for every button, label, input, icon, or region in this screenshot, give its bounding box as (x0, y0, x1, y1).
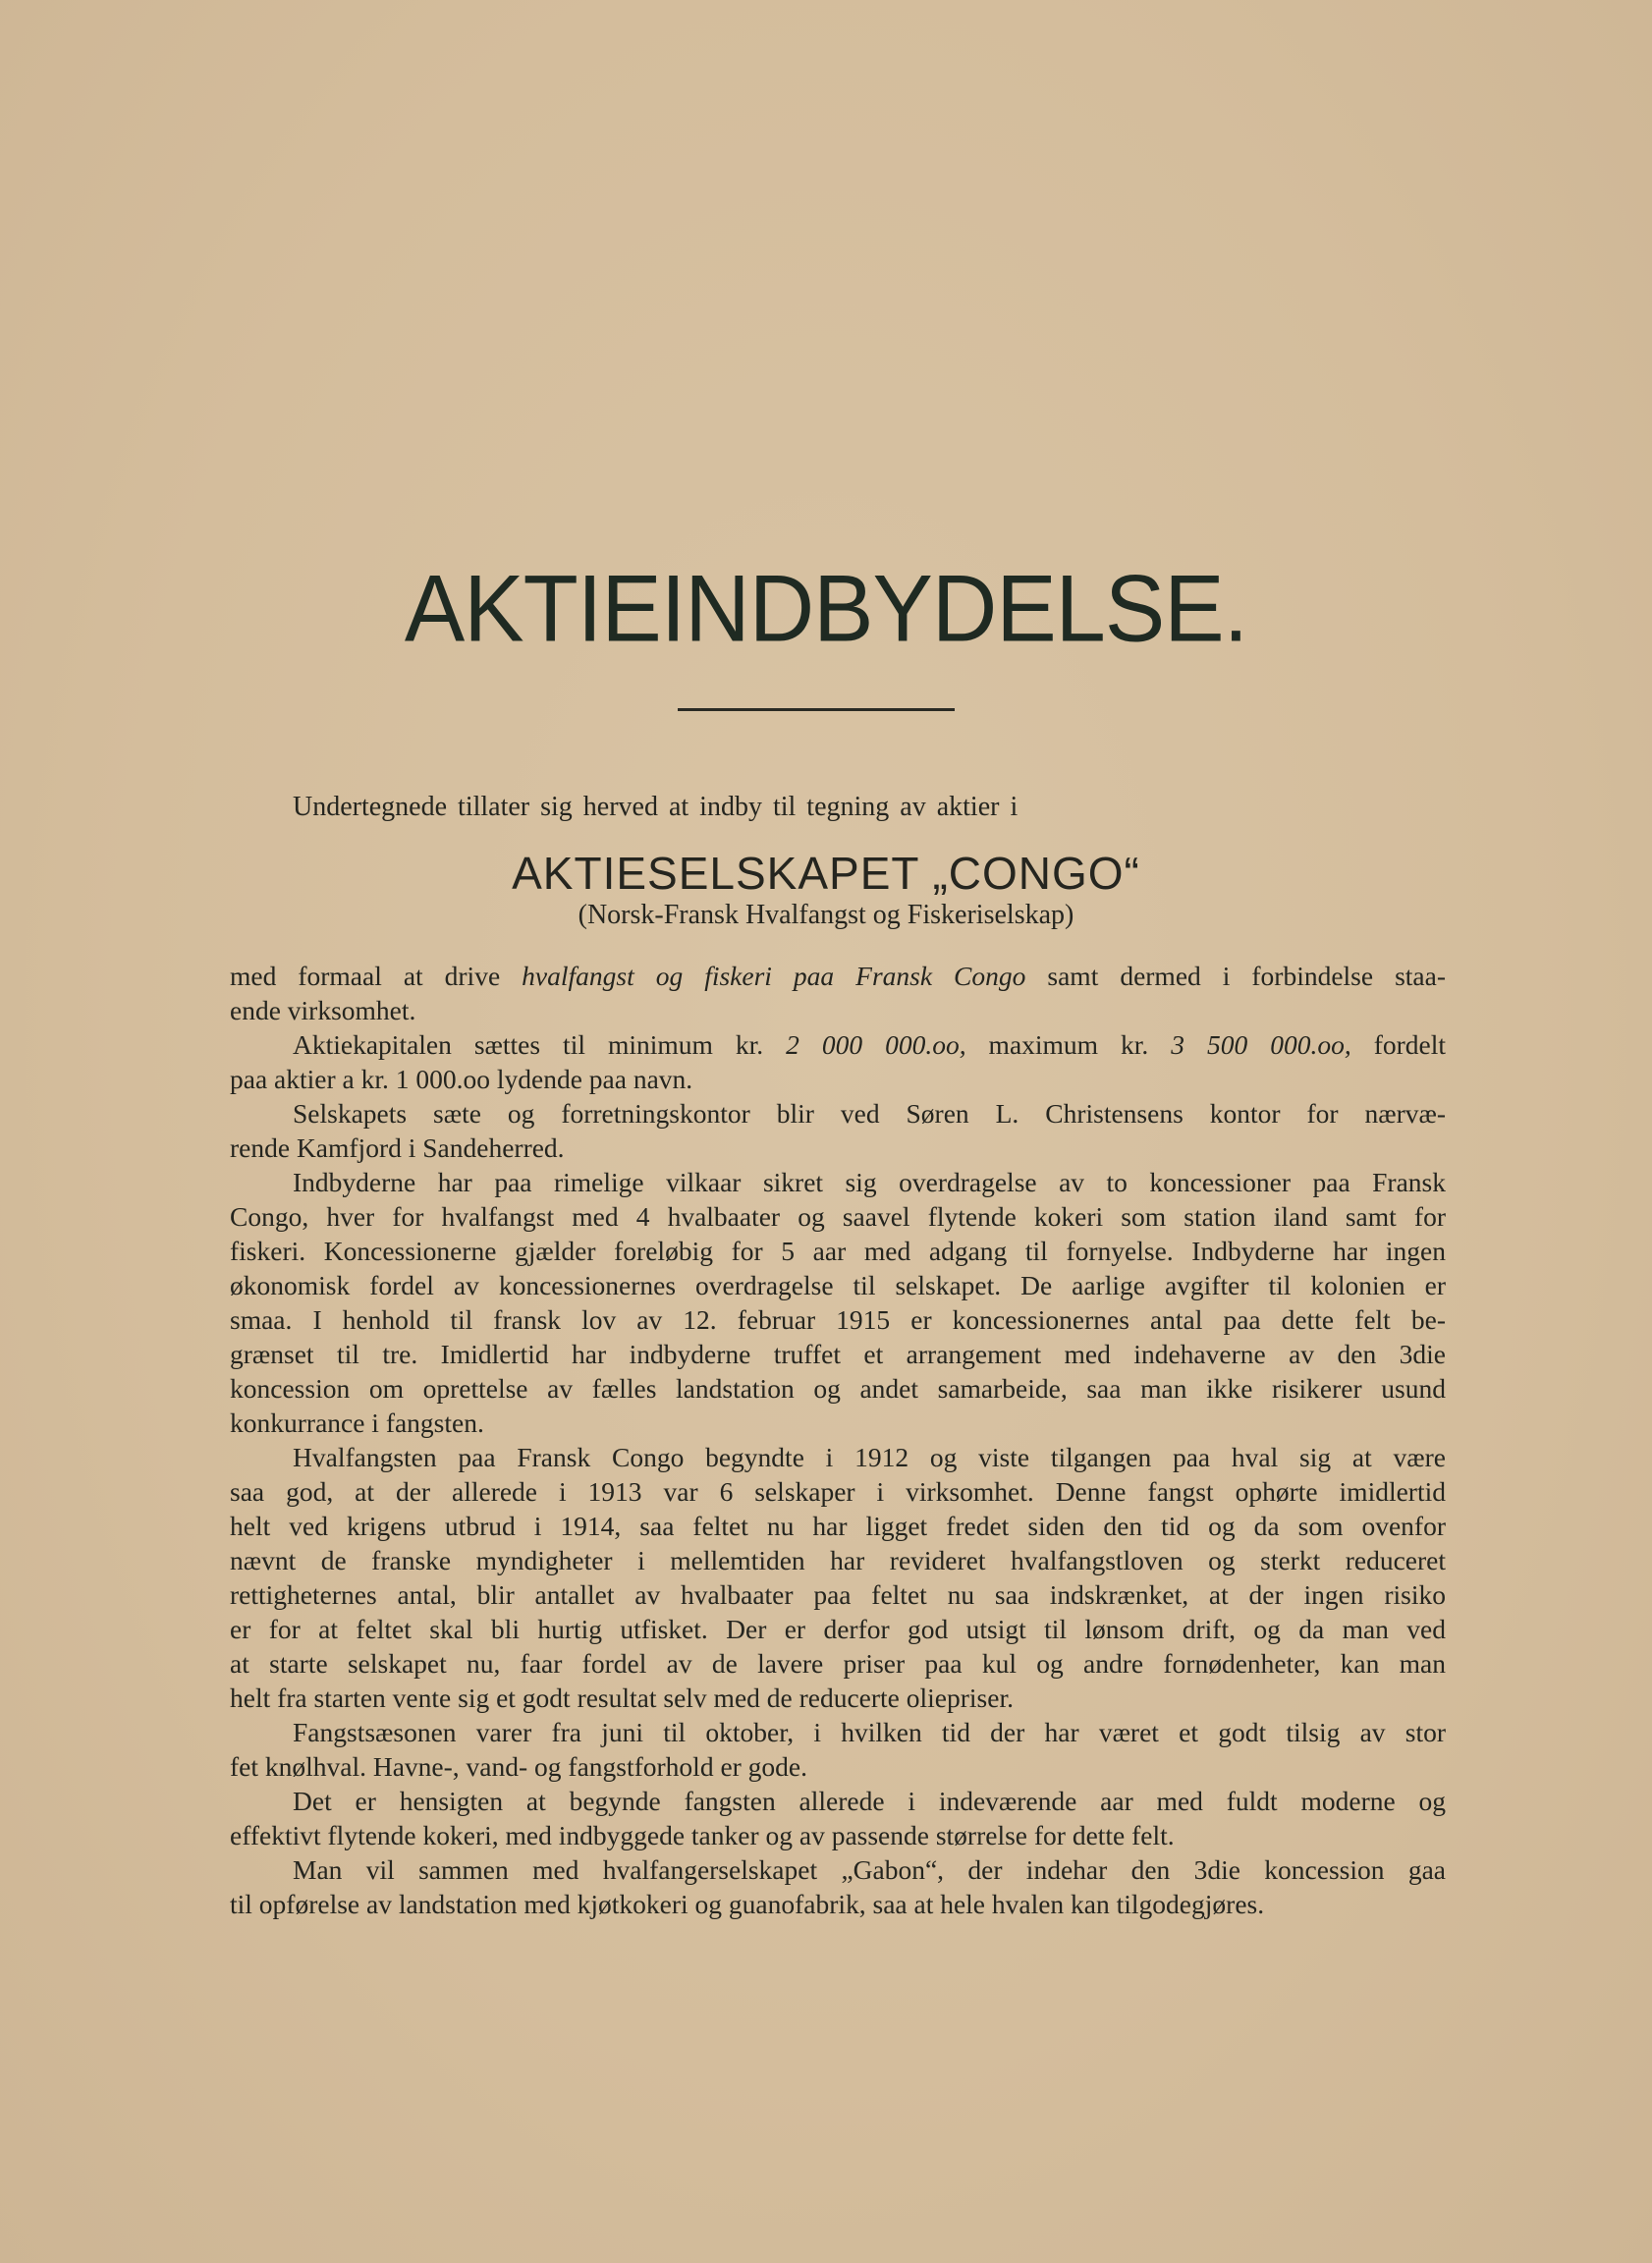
text-line (230, 1131, 1446, 1165)
text-segment: er for at feltet skal bli hurtig utfisket. Der er derfor god utsigt til lønsom drift, og da man ved (230, 1614, 1446, 1644)
text-segment: konkurrance i fangsten. (230, 1407, 484, 1438)
text-line (230, 1474, 1446, 1509)
text-segment: Man vil sammen med hvalfangerselskapet „Gabon“, der indehar den 3die koncession gaa (293, 1854, 1446, 1885)
text-segment: rende Kamfjord i Sandeherred. (230, 1132, 565, 1163)
text-line (230, 1887, 1446, 1921)
body-text (230, 959, 1446, 1921)
text-line (230, 1027, 1446, 1062)
text-segment: Fangstsæsonen varer fra juni til oktober, i hvilken tid der har været et godt tilsig av stor (293, 1717, 1446, 1747)
text-segment: til opførelse av landstation med kjøtkokeri og guanofabrik, saa at hele hvalen kan tilgodegjøres. (230, 1889, 1265, 1919)
text-line (230, 1096, 1446, 1131)
text-line (230, 1199, 1446, 1234)
text-segment: maximum kr. (965, 1029, 1172, 1060)
text-line (230, 1646, 1446, 1681)
text-segment: koncession om oprettelse av fælles landstation og andet samarbeide, saa man ikke risikerer usund (230, 1373, 1446, 1404)
text-line (230, 1165, 1446, 1199)
italic-text: hvalfangst og fiskeri paa Fransk Congo (522, 961, 1026, 991)
document-title: AKTIEINDBYDELSE. (404, 556, 1248, 662)
paragraph (230, 1784, 1446, 1852)
text-line (230, 1852, 1446, 1887)
text-segment: smaa. I henhold til fransk lov av 12. februar 1915 er koncessionernes antal paa dette felt be- (230, 1304, 1446, 1335)
text-line (230, 993, 1446, 1027)
company-name: AKTIESELSKAPET „CONGO“ (512, 848, 1140, 899)
text-line (230, 1268, 1446, 1302)
title-divider (678, 708, 955, 711)
text-segment: at starte selskapet nu, faar fordel av de lavere priser paa kul og andre fornødenheter, kan man (230, 1648, 1446, 1679)
text-segment: samt dermed i forbindelse staa- (1025, 961, 1446, 991)
text-line (230, 1440, 1446, 1474)
italic-text: 2 000 000.oo, (786, 1029, 966, 1060)
text-segment: med formaal at drive (230, 961, 523, 991)
paragraph (230, 1027, 1446, 1096)
text-line (230, 1784, 1446, 1818)
text-segment: Aktiekapitalen sættes til minimum kr. (293, 1029, 787, 1060)
company-subtitle: (Norsk-Fransk Hvalfangst og Fiskeriselskap) (578, 900, 1074, 930)
text-segment: effektivt flytende kokeri, med indbyggede tanker og av passende størrelse for dette felt. (230, 1820, 1175, 1850)
text-segment: fordelt (1350, 1029, 1447, 1060)
text-line (230, 959, 1446, 993)
text-line (230, 1681, 1446, 1715)
text-segment: fiskeri. Koncessionerne gjælder foreløbig for 5 aar med adgang til fornyelse. Indbyderne har ingen (230, 1236, 1446, 1266)
paragraph (230, 1852, 1446, 1921)
text-segment: fet knølhval. Havne-, vand- og fangstforhold er gode. (230, 1751, 808, 1782)
text-segment: saa god, at der allerede i 1913 var 6 selskaper i virksomhet. Denne fangst ophørte imidlertid (230, 1476, 1446, 1507)
paragraph (230, 959, 1446, 1027)
text-segment: Indbyderne har paa rimelige vilkaar sikret sig overdragelse av to koncessioner paa Fransk (293, 1167, 1446, 1197)
text-line (230, 1234, 1446, 1268)
text-line (230, 1715, 1446, 1749)
text-line (230, 1577, 1446, 1612)
paragraph (230, 1096, 1446, 1165)
text-segment: Hvalfangsten paa Fransk Congo begyndte i 1912 og viste tilgangen paa hval sig at være (293, 1442, 1446, 1472)
text-segment: Det er hensigten at begynde fangsten allerede i indeværende aar med fuldt moderne og (293, 1786, 1446, 1816)
text-line (230, 1818, 1446, 1852)
text-segment: grænset til tre. Imidlertid har indbyderne truffet et arrangement med indehaverne av den 3die (230, 1339, 1446, 1369)
text-segment: rettigheternes antal, blir antallet av hvalbaater paa feltet nu saa indskrænket, at der ingen risiko (230, 1579, 1446, 1610)
text-line (230, 1543, 1446, 1577)
italic-text: 3 500 000.oo, (1171, 1029, 1351, 1060)
text-line (230, 1062, 1446, 1096)
text-segment: ende virksomhet. (230, 995, 416, 1025)
text-line (230, 1612, 1446, 1646)
text-segment: helt ved krigens utbrud i 1914, saa feltet nu har ligget fredet siden den tid og da som ovenfor (230, 1511, 1446, 1541)
paragraph (230, 1715, 1446, 1784)
text-line (230, 1337, 1446, 1371)
text-line (230, 1749, 1446, 1784)
text-line (230, 1406, 1446, 1440)
text-segment: økonomisk fordel av koncessionernes overdragelse til selskapet. De aarlige avgifter til kolonien er (230, 1270, 1446, 1300)
paragraph (230, 1440, 1446, 1715)
text-segment: nævnt de franske myndigheter i mellemtiden har revideret hvalfangstloven og sterkt reduceret (230, 1545, 1446, 1575)
text-segment: paa aktier a kr. 1 000.oo lydende paa navn. (230, 1064, 693, 1094)
text-segment: Selskapets sæte og forretningskontor blir ved Søren L. Christensens kontor for nærvæ- (293, 1098, 1446, 1129)
paragraph (230, 1165, 1446, 1440)
intro-line: Undertegnede tillater sig herved at indby til tegning av aktier i (293, 792, 1019, 822)
text-segment: Congo, hver for hvalfangst med 4 hvalbaater og saavel flytende kokeri som station iland samt for (230, 1201, 1446, 1232)
text-line (230, 1509, 1446, 1543)
text-line (230, 1371, 1446, 1406)
text-line (230, 1302, 1446, 1337)
text-segment: helt fra starten vente sig et godt resultat selv med de reducerte oliepriser. (230, 1683, 1014, 1713)
